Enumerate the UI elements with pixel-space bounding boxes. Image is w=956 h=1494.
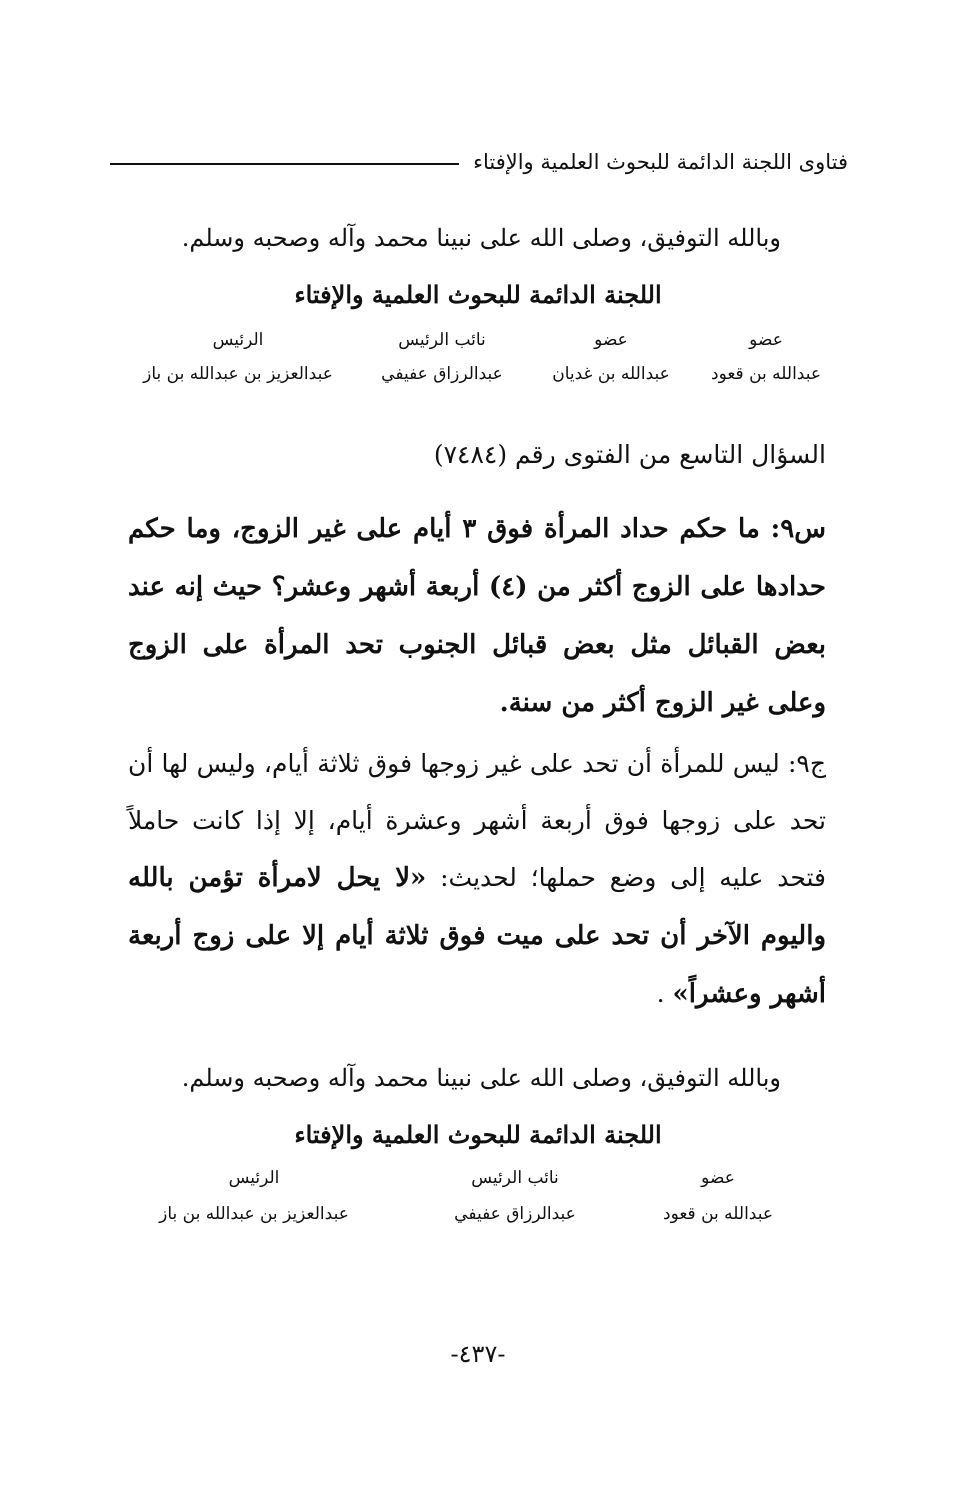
answer-text	[128, 735, 826, 1023]
signature-1-member-b	[552, 330, 670, 384]
signature-block-1	[0, 330, 956, 400]
question-text: س٩: ما حكم حداد المرأة فوق ٣ أيام على غير الزوج، وما حكم حدادها على الزوج أكثر من (٤) أربعة أشهر وعشر؟ حيث إنه عند بعض القبائل مثل بعض قبائل الجنوب تحد المرأة على الزوج وعلى غير الزوج أكثر من سنة.	[128, 514, 826, 718]
signature-name: عبدالله بن قعود	[710, 364, 822, 384]
hadith-quote: «لا يحل لامرأة تؤمن بالله واليوم الآخر أن تحد على ميت فوق ثلاثة أيام إلا على زوج أربعة أشهر وعشراً»	[128, 863, 826, 1009]
signature-role: نائب الرئيس	[471, 1168, 559, 1188]
committee-title-2: اللجنة الدائمة للبحوث العلمية والإفتاء	[294, 1120, 662, 1149]
signature-name: عبدالله بن غديان	[552, 364, 670, 384]
signature-role: الرئيس	[212, 330, 264, 350]
signature-role: عضو	[701, 1168, 735, 1188]
header-rule	[110, 163, 459, 165]
signature-role: عضو	[594, 330, 628, 350]
signature-name: عبدالعزيز بن عبدالله بن باز	[159, 1204, 349, 1224]
signature-2-member	[663, 1168, 773, 1224]
signature-name: عبدالرزاق عفيفي	[454, 1204, 576, 1224]
signature-1-member-a	[711, 330, 821, 384]
signature-role: الرئيس	[228, 1168, 280, 1188]
signature-name: عبدالرزاق عفيفي	[381, 364, 503, 384]
closing-formula-2: وبالله التوفيق، وصلى الله على نبينا محمد وآله وصحبه وسلم.	[181, 1064, 781, 1092]
signature-block-2	[0, 1168, 956, 1240]
signature-name: عبدالعزيز بن عبدالله بن باز	[143, 364, 333, 384]
signature-2-vice-president	[454, 1168, 576, 1224]
answer-end: .	[656, 979, 673, 1008]
signature-1-vice-president	[381, 330, 503, 384]
signature-role: نائب الرئيس	[398, 330, 486, 350]
closing-formula-1: وبالله التوفيق، وصلى الله على نبينا محمد وآله وصحبه وسلم.	[181, 224, 781, 252]
signature-1-president	[143, 330, 333, 384]
running-header	[110, 142, 848, 182]
signature-2-president	[159, 1168, 349, 1224]
answer-main: ج٩: ليس للمرأة أن تحد على غير زوجها فوق ثلاثة أيام، وليس لها أن تحد على زوجها فوق أربعة أشهر وعشرة أيام، إلا إذا كانت حاملاً فتحد عليه إلى وضع حملها؛ لحديث:	[128, 749, 826, 892]
question-heading: السؤال التاسع من الفتوى رقم (٧٤٨٤)	[433, 440, 826, 469]
page-number: -٤٣٧-	[450, 1340, 506, 1368]
signature-name: عبدالله بن قعود	[662, 1204, 774, 1224]
running-header-title: فتاوى اللجنة الدائمة للبحوث العلمية والإفتاء	[473, 150, 848, 174]
committee-title-1: اللجنة الدائمة للبحوث العلمية والإفتاء	[294, 280, 662, 309]
signature-role: عضو	[749, 330, 783, 350]
